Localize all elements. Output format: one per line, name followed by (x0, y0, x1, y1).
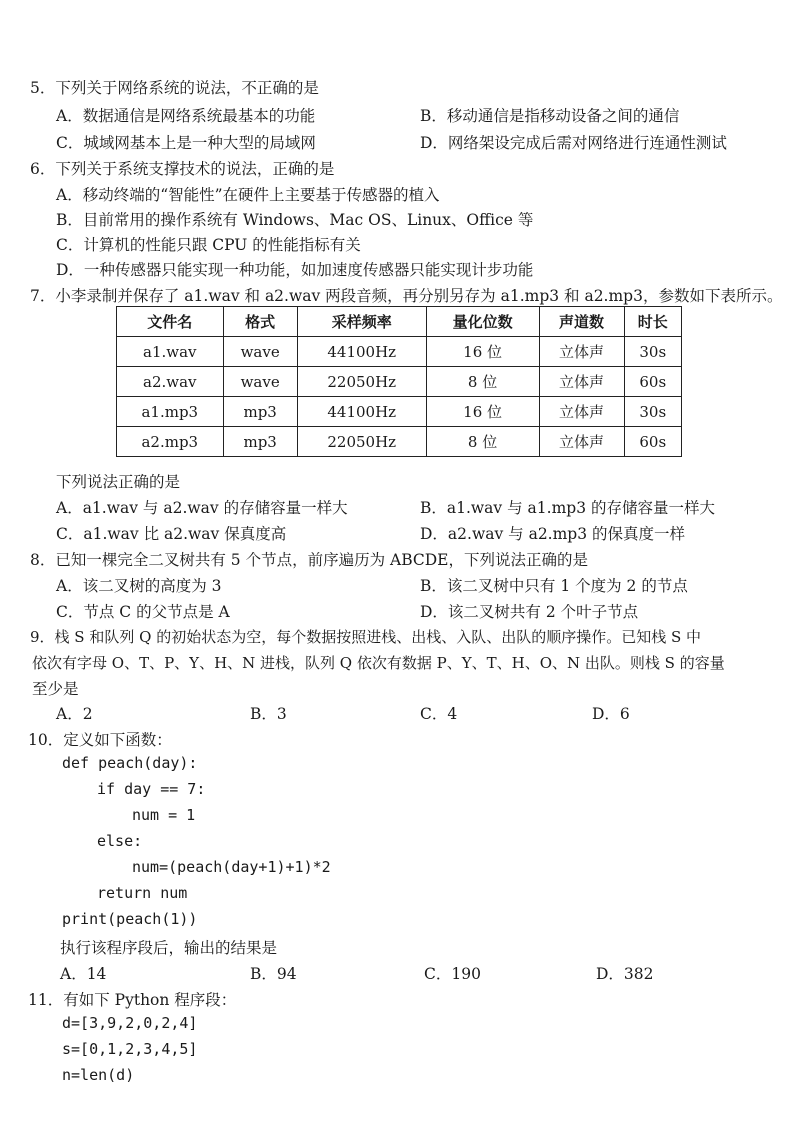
table-cell: 立体声 (539, 427, 624, 457)
table-row (117, 427, 682, 457)
table-cell: a1.mp3 (117, 397, 224, 427)
q10-code-line: num = 1 (132, 806, 196, 824)
table-cell: 22050Hz (297, 367, 426, 397)
q11-code-line: s=[0,1,2,3,4,5] (62, 1040, 198, 1058)
table-row (117, 397, 682, 427)
table-header-cell: 采样频率 (297, 307, 426, 337)
q9-stem-line3: 至少是 (32, 680, 79, 698)
q7-subquestion: 下列说法正确的是 (56, 473, 181, 491)
q9-stem-line2: 依次有字母 O、T、P、Y、H、N 进栈，队列 Q 依次有数据 P、Y、T、H、O、N 出队。则栈 S 的容量 (32, 654, 725, 672)
table-cell: 8 位 (426, 367, 539, 397)
table-cell: mp3 (223, 427, 297, 457)
table-cell: 立体声 (539, 337, 624, 367)
q10-stem: 10．定义如下函数： (28, 731, 172, 749)
table-cell: 8 位 (426, 427, 539, 457)
q10-code-line: print(peach(1)) (62, 910, 198, 928)
q10-code-line: num=(peach(day+1)+1)*2 (132, 858, 331, 876)
q5-option-b: B．移动通信是指移动设备之间的通信 (420, 107, 680, 125)
table-cell: 立体声 (539, 367, 624, 397)
table-cell: 60s (624, 367, 681, 397)
q8-option-d: D．该二叉树共有 2 个叶子节点 (420, 603, 639, 621)
q10-code-line: def peach(day): (62, 754, 198, 772)
table-cell: a2.wav (117, 367, 224, 397)
q9-option-c: C．4 (420, 705, 458, 723)
q8-option-a: A．该二叉树的高度为 3 (56, 577, 222, 595)
q6-stem: 6．下列关于系统支撑技术的说法，正确的是 (30, 160, 335, 178)
q6-option-d: D．一种传感器只能实现一种功能，如加速度传感器只能实现计步功能 (56, 261, 534, 279)
q10-option-a: A．14 (60, 965, 107, 983)
table-cell: 16 位 (426, 337, 539, 367)
table-cell: a1.wav (117, 337, 224, 367)
q10-option-b: B．94 (250, 965, 297, 983)
q7-option-a: A．a1.wav 与 a2.wav 的存储容量一样大 (56, 499, 348, 517)
q10-option-c: C．190 (424, 965, 481, 983)
table-row (117, 337, 682, 367)
table-cell: wave (223, 367, 297, 397)
table-cell: 30s (624, 397, 681, 427)
q10-code-line: if day == 7: (97, 780, 206, 798)
table-row (117, 367, 682, 397)
table-cell: 30s (624, 337, 681, 367)
q10-code-line: return num (97, 884, 188, 902)
q11-stem: 11．有如下 Python 程序段： (28, 991, 237, 1009)
table-header-cell: 时长 (624, 307, 681, 337)
table-cell: wave (223, 337, 297, 367)
q9-stem-line1: 9．栈 S 和队列 Q 的初始状态为空，每个数据按照进栈、出栈、入队、出队的顺序操作。已知栈 S 中 (30, 628, 702, 646)
q8-stem: 8．已知一棵完全二叉树共有 5 个节点，前序遍历为 ABCDE，下列说法正确的是 (30, 551, 588, 569)
q5-stem-text: 5．下列关于网络系统的说法，不正确的是 (30, 79, 319, 97)
q7-option-d: D．a2.wav 与 a2.mp3 的保真度一样 (420, 525, 686, 543)
table-cell: a2.mp3 (117, 427, 224, 457)
table-cell: 44100Hz (297, 397, 426, 427)
q10-subquestion: 执行该程序段后，输出的结果是 (60, 939, 278, 957)
q5-stem (30, 76, 319, 98)
q9-option-d: D．6 (592, 705, 630, 723)
q9-option-b: B．3 (250, 705, 287, 723)
table-header-cell: 格式 (223, 307, 297, 337)
table-header-cell: 文件名 (117, 307, 224, 337)
q11-code-line: n=len(d) (62, 1066, 135, 1084)
q7-option-c: C．a1.wav 比 a2.wav 保真度高 (56, 525, 287, 543)
q5-option-d: D．网络架设完成后需对网络进行连通性测试 (420, 134, 727, 152)
table-header-cell: 声道数 (539, 307, 624, 337)
table-cell: 立体声 (539, 397, 624, 427)
table-cell: 16 位 (426, 397, 539, 427)
q7-stem: 7．小李录制并保存了 a1.wav 和 a2.wav 两段音频，再分别另存为 a1.mp3 和 a2.mp3，参数如下表所示。 (30, 287, 783, 305)
q5-option-a: A．数据通信是网络系统最基本的功能 (56, 107, 316, 125)
q9-option-a: A．2 (56, 705, 93, 723)
q6-option-a: A．移动终端的“智能性”在硬件上主要基于传感器的植入 (56, 186, 440, 204)
q7-option-b: B．a1.wav 与 a1.mp3 的存储容量一样大 (420, 499, 715, 517)
table-cell: 44100Hz (297, 337, 426, 367)
q6-option-c: C．计算机的性能只跟 CPU 的性能指标有关 (56, 236, 361, 254)
q8-option-b: B．该二叉树中只有 1 个度为 2 的节点 (420, 577, 688, 595)
table-cell: 60s (624, 427, 681, 457)
table-cell: mp3 (223, 397, 297, 427)
table-header-row (117, 307, 682, 337)
table-cell: 22050Hz (297, 427, 426, 457)
q8-option-c: C．节点 C 的父节点是 A (56, 603, 230, 621)
q11-code-line: d=[3,9,2,0,2,4] (62, 1014, 198, 1032)
q10-code-line: else: (97, 832, 143, 850)
table-header-cell: 量化位数 (426, 307, 539, 337)
q10-option-d: D．382 (596, 965, 654, 983)
q5-option-c: C．城域网基本上是一种大型的局域网 (56, 134, 316, 152)
q6-option-b: B．目前常用的操作系统有 Windows、Mac OS、Linux、Office 等 (56, 211, 534, 229)
audio-params-table (116, 306, 682, 457)
